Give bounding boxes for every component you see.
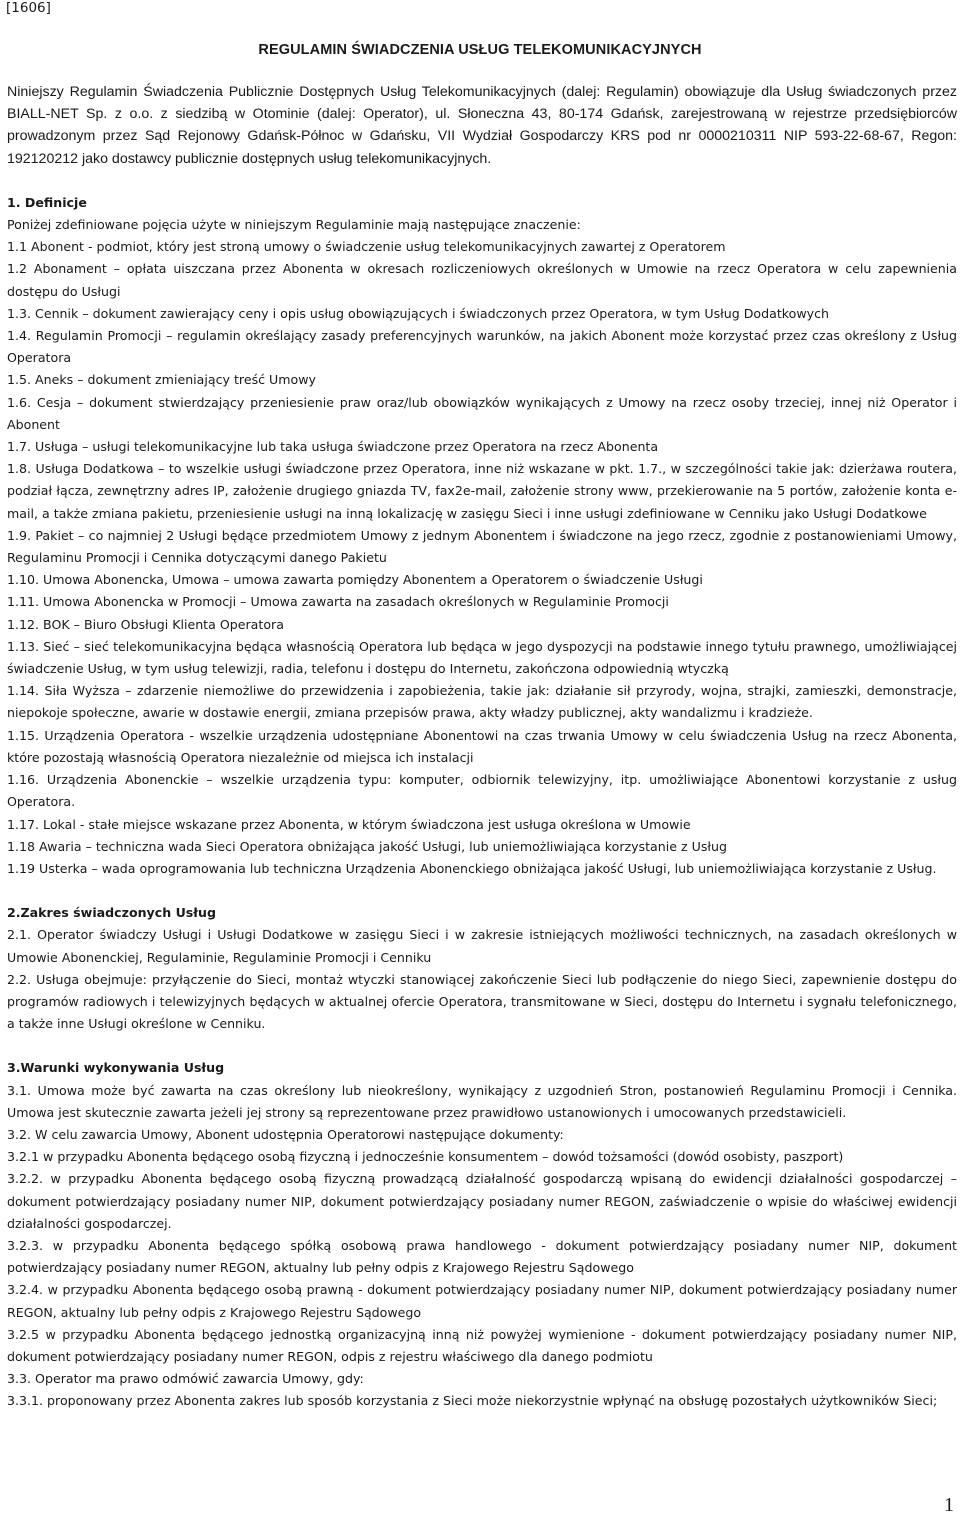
- conditions-item: 3.2.5 w przypadku Abonenta będącego jednostką organizacyjną inną niż powyżej wymienione - dokument potwierdzający posiadany numer NIP, dokument potwierdzający posiadany numer REGON, odpis z rejestru właściwego dla danego podmiotu: [7, 1326, 957, 1364]
- intro-paragraph: Niniejszy Regulamin Świadczenia Publicznie Dostępnych Usług Telekomunikacyjnych (dalej: Regulamin) obowiązuje dla Usług świadczonych przez BIALL-NET Sp. z o.o. z siedzibą w Otominie (dalej: Operator), ul. Słoneczna 43, 80-174 Gdańsk, zarejestrowaną w rejestrze przedsiębiorców prowadzonym przez Sąd Rejonowy Gdańsk-Północ w Gdańsku, VII Wydział Gospodarczy KRS pod nr 0000210311 NIP 593-22-68-67, Regon: 192120212 jako dostawcy publicznie dostępnych usług telekomunikacyjnych.: [7, 84, 957, 167]
- definition-item: 1.11. Umowa Abonencka w Promocji – Umowa zawarta na zasadach określonych w Regulaminie Promocji: [7, 594, 669, 610]
- conditions-item: 3.3. Operator ma prawo odmówić zawarcia Umowy, gdy:: [7, 1371, 364, 1387]
- definition-item: 1.16. Urządzenia Abonenckie – wszelkie urządzenia typu: komputer, odbiornik telewizyjny, itp. umożliwiające Abonentowi korzystanie z usług Operatora.: [7, 772, 957, 810]
- scope-item: 2.1. Operator świadczy Usługi i Usługi Dodatkowe w zasięgu Sieci i w zakresie istniejących możliwości technicznych, na zasadach określonych w Umowie Abonenckiej, Regulaminie, Regulaminie Promocji i Cenniku: [7, 927, 957, 965]
- definition-item: 1.6. Cesja – dokument stwierdzający przeniesienie praw oraz/lub obowiązków wynikających z Umowy na rzecz osoby trzeciej, innej niż Operator i Abonent: [7, 394, 957, 432]
- conditions-item: 3.2. W celu zawarcia Umowy, Abonent udostępnia Operatorowi następujące dokumenty:: [7, 1126, 564, 1142]
- page-tag: [1606]: [6, 0, 51, 16]
- definition-item: 1.19 Usterka – wada oprogramowania lub techniczna Urządzenia Abonenckiego obniżająca jakość Usługi, lub uniemożliwiająca korzystanie z Usług.: [7, 860, 937, 876]
- page-number: 1: [944, 1494, 954, 1516]
- conditions-item: 3.2.2. w przypadku Abonenta będącego osobą fizyczną prowadzącą działalność gospodarczą wpisaną do ewidencji działalności gospodarczej – dokument potwierdzający posiadany numer NIP, dokument potwierdzający posiadany numer REGON, zaświadczenie o wpisie do właściwej ewidencji działalności gospodarczej.: [7, 1171, 957, 1231]
- scope-item: 2.2. Usługa obejmuje: przyłączenie do Sieci, montaż wtyczki stanowiącej zakończenie Sieci lub podłączenie do niego Sieci, zapewnienie dostępu do programów radiowych i telewizyjnych będących w aktualnej ofercie Operatora, transmitowane w Sieci, dostępu do Internetu i sygnału telefonicznego, a także inne Usługi określone w Cenniku.: [7, 971, 957, 1032]
- conditions-item: 3.2.3. w przypadku Abonenta będącego spółką osobową prawa handlowego - dokument potwierdzający posiadany numer NIP, dokument potwierdzający posiadany numer REGON, aktualny lub pełny odpis z Krajowego Rejestru Sądowego: [7, 1237, 957, 1276]
- document-title: REGULAMIN ŚWIADCZENIA USŁUG TELEKOMUNIKACYJNYCH: [258, 42, 702, 58]
- definition-item: 1.15. Urządzenia Operatora - wszelkie urządzenia udostępniane Abonentowi na czas trwania Umowy w celu świadczenia Usług na rzecz Abonenta, które pozostają własnością Operatora niezależnie od miejsca ich instalacji: [7, 727, 957, 765]
- conditions-item: 3.2.4. w przypadku Abonenta będącego osobą prawną - dokument potwierdzający posiadany numer NIP, dokument potwierdzający posiadany numer REGON, aktualny lub pełny odpis z Krajowego Rejestru Sądowego: [7, 1282, 957, 1320]
- definition-item: 1.14. Siła Wyższa – zdarzenie niemożliwe do przewidzenia i zapobieżenia, takie jak: działanie sił przyrody, wojna, strajki, zamieszki, demonstracje, niepokoje społeczne, awarie w dostawie energii, zmiana przepisów prawa, akty władzy publicznej, akty wandalizmu i kradzieże.: [7, 683, 957, 721]
- spacer: [7, 170, 957, 192]
- definition-item: 1.17. Lokal - stałe miejsce wskazane przez Abonenta, w którym świadczona jest usługa określona w Umowie: [7, 816, 691, 832]
- definition-item: 1.7. Usługa – usługi telekomunikacyjne lub taka usługa świadczone przez Operatora na rzecz Abonenta: [7, 439, 659, 455]
- definition-item: 1.2 Abonament – opłata uiszczana przez Abonenta w okresach rozliczeniowych określonych w Umowie na rzecz Operatora w celu zapewnienia dostępu do Usługi: [7, 261, 957, 299]
- definition-item: 1.13. Sieć – sieć telekomunikacyjna będąca własnością Operatora lub będąca w jego dyspozycji na podstawie innego tytułu prawnego, umożliwiającej świadczenie Usług, w tym usług telewizji, radia, telefonu i dostępu do Internetu, zakończona odpowiednią wtyczką: [7, 638, 957, 677]
- document-body: [7, 81, 957, 1413]
- definition-item: 1.1 Abonent - podmiot, który jest stroną umowy o świadczenie usług telekomunikacyjnych zawartej z Operatorem: [7, 239, 726, 255]
- definition-item: 1.8. Usługa Dodatkowa – to wszelkie usługi świadczone przez Operatora, inne niż wskazane w pkt. 1.7., w szczególności takie jak: dzierżawa routera, podział łącza, zewnętrzny adres IP, założenie drugiego gniazda TV, fax2e-mail, założenie strony www, przekierowanie na 5 portów, założenie konta e-mail, a także zmiana pakietu, przeniesienie usługi na inną lokalizację w zasięgu Sieci i inne usługi zdefiniowane w Cenniku jako Usługi Dodatkowe: [7, 461, 957, 521]
- conditions-item: 3.2.1 w przypadku Abonenta będącego osobą fizyczną i jednocześnie konsumentem – dowód tożsamości (dowód osobisty, paszport): [7, 1149, 844, 1165]
- section-1-lead: Poniżej zdefiniowane pojęcia użyte w niniejszym Regulaminie mają następujące znaczenie:: [7, 217, 581, 233]
- definition-item: 1.4. Regulamin Promocji – regulamin określający zasady preferencyjnych warunków, na jakich Abonent może korzystać przez czas określony z Usług Operatora: [7, 328, 957, 366]
- definition-item: 1.18 Awaria – techniczna wada Sieci Operatora obniżająca jakość Usługi, lub uniemożliwiająca korzystanie z Usług: [7, 838, 727, 854]
- definition-item: 1.10. Umowa Abonencka, Umowa – umowa zawarta pomiędzy Abonentem a Operatorem o świadczenie Usługi: [7, 572, 703, 588]
- section-1-heading: 1. Definicje: [7, 194, 87, 210]
- conditions-item: 3.3.1. proponowany przez Abonenta zakres lub sposób korzystania z Sieci może niekorzystnie wpłynąć na obsługę pozostałych użytkowników Sieci;: [7, 1393, 938, 1409]
- definition-item: 1.12. BOK – Biuro Obsługi Klienta Operatora: [7, 616, 284, 632]
- definition-item: 1.5. Aneks – dokument zmieniający treść Umowy: [7, 372, 317, 388]
- section-2-heading: 2.Zakres świadczonych Usług: [7, 905, 216, 921]
- conditions-item: 3.1. Umowa może być zawarta na czas określony lub nieokreślony, wynikający z uzgodnień Stron, postanowień Regulaminu Promocji i Cennika. Umowa jest skutecznie zawarta jeżeli jej strony są reprezentowane przez prawidłowo ustanowionych i umocowanych przedstawicieli.: [7, 1082, 957, 1120]
- spacer: [7, 880, 957, 902]
- spacer: [7, 1035, 957, 1057]
- definition-item: 1.3. Cennik – dokument zawierający ceny i opis usług obowiązujących i świadczonych przez Operatora, w tym Usług Dodatkowych: [7, 305, 829, 321]
- section-3-heading: 3.Warunki wykonywania Usług: [7, 1060, 225, 1076]
- definition-item: 1.9. Pakiet – co najmniej 2 Usługi będące przedmiotem Umowy z jednym Abonentem i świadczone na jego rzecz, zgodnie z postanowieniami Umowy, Regulaminu Promocji i Cennika dotyczącymi danego Pakietu: [7, 527, 957, 566]
